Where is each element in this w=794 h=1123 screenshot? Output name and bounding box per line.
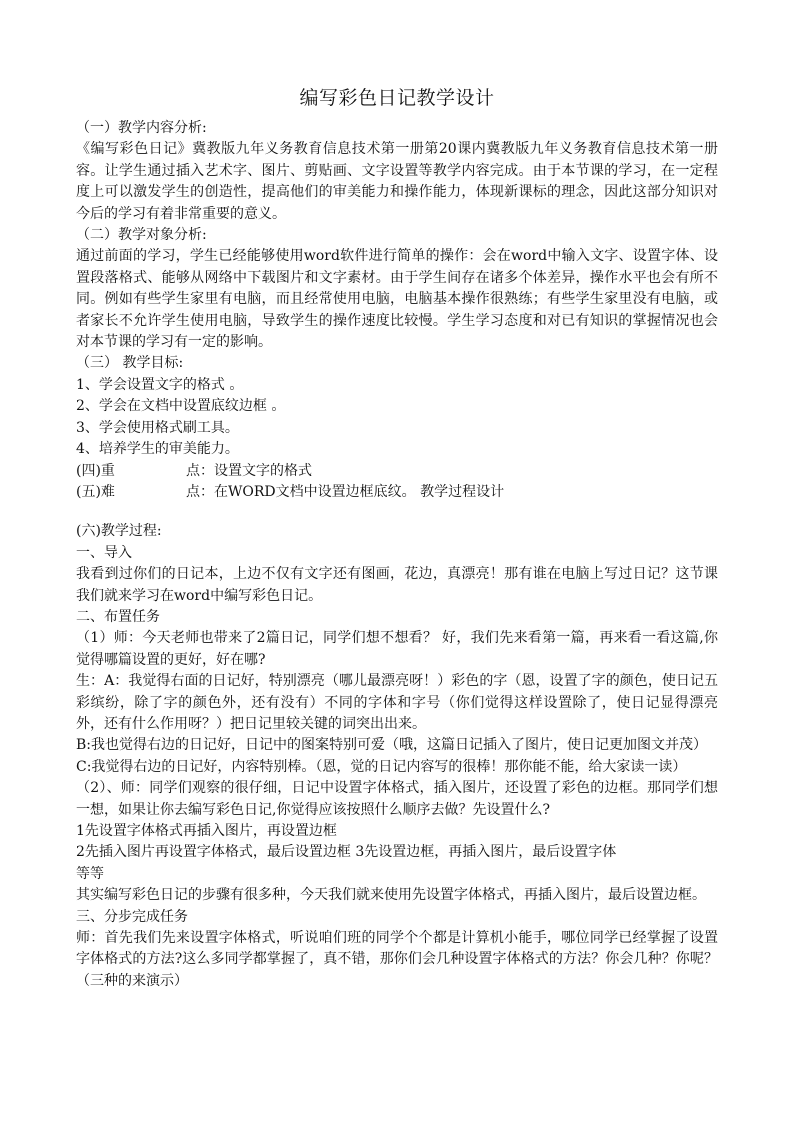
paragraph-font-format: 师：首先我们先来设置字体格式，听说咱们班的同学个个都是计算机小能手，哪位同学已经掌握了设置字体格式的方法?这么多同学都掌握了，真不错，那你们会几种设置字体格式的方法？你会几种？你呢？（三种的来演示）: [76, 930, 718, 989]
key-point-row: [76, 461, 718, 482]
paragraph-student-c: C:我觉得右边的日记好，内容特别棒。（恩，觉的日记内容写的很棒！那你能不能，给大家读一读）: [76, 758, 687, 775]
goal-item: 2、学会在文档中设置底纹边框 。: [76, 398, 286, 415]
key-point-label: (四)重: [76, 462, 115, 479]
step-heading-assign-task: 二、布置任务: [76, 608, 160, 625]
section-heading-student-analysis: （二）教学对象分析:: [76, 227, 207, 244]
option-2-3: 2先插入图片再设置字体格式，最后设置边框 3先设置边框，再插入图片，最后设置字体: [76, 844, 617, 861]
option-1: 1先设置字体格式再插入图片，再设置边框: [76, 823, 337, 839]
paragraph-student-b: B:我也觉得右边的日记好，日记中的图案特别可爱（哦，这篇日记插入了图片，使日记更加图文并茂）: [76, 737, 708, 754]
goal-item: 1、学会设置文字的格式 。: [76, 376, 244, 393]
paragraph-summary: 其实编写彩色日记的步骤有很多种，今天我们就来使用先设置字体格式，再插入图片，最后设置边框。: [76, 887, 706, 904]
section-heading-goals: （三） 教学目标:: [76, 355, 184, 372]
key-point-text: 点：设置文字的格式: [186, 462, 312, 479]
paragraph-content-analysis: 《编写彩色日记》冀教版九年义务教育信息技术第一册第20课内冀教版九年义务教育信息技术第一册容。让学生通过插入艺术字、图片、剪贴画、文字设置等教学内容完成。由于本节课的学习，在一定程度上可以激发学生的创造性，提高他们的审美能力和操作能力，体现新课标的理念，因此这部分知识对今后的学习有着非常重要的意义。: [76, 141, 718, 222]
document-page: [76, 84, 718, 992]
paragraph-teacher-1: （1）师：今天老师也带来了2篇日记，同学们想不想看？ 好，我们先来看第一篇，再来看一看这篇,你觉得哪篇设置的更好，好在哪?: [76, 630, 718, 668]
blank-line: [76, 503, 718, 521]
section-heading-content-analysis: （一）教学内容分析:: [76, 120, 207, 136]
difficult-point-label: (五)难: [76, 483, 115, 500]
paragraph-teacher-2: （2）、师：同学们观察的很仔细，日记中设置字体格式，插入图片，还设置了彩色的边框。那同学们想一想，如果让你去编写彩色日记,你觉得应该按照什么顺序去做？先设置什么?: [76, 780, 718, 818]
paragraph-intro: 我看到过你们的日记本，上边不仅有文字还有图画，花边，真漂亮！那有谁在电脑上写过日记？这节课我们就来学习在word中编写彩色日记。: [76, 566, 718, 604]
difficult-point-text: 点：在WORD文档中设置边框底纹。 教学过程设计: [186, 483, 505, 500]
option-more: 等等: [76, 865, 104, 882]
section-heading-process: (六)教学过程:: [76, 523, 162, 540]
paragraph-student-analysis: 通过前面的学习，学生已经能够使用word软件进行简单的操作：会在word中输入文字、设置字体、设置段落格式、能够从网络中下载图片和文字素材。由于学生间存在诸多个体差异，操作水平也会有所不同。例如有些学生家里有电脑，而且经常使用电脑，电脑基本操作很熟练；有些学生家里没有电脑，或者家长不允许学生使用电脑，导致学生的操作速度比较慢。学生学习态度和对已有知识的掌握情况也会对本节课的学习有一定的影响。: [76, 248, 718, 351]
goal-item: 3、学会使用格式刷工具。: [76, 419, 239, 436]
step-heading-intro: 一、导入: [76, 544, 132, 561]
goal-item: 4、培养学生的审美能力。: [76, 441, 239, 458]
step-heading-complete-task: 三、分步完成任务: [76, 908, 188, 925]
difficult-point-row: [76, 482, 718, 503]
paragraph-student-a: 生：A：我觉得右面的日记好，特别漂亮（哪儿最漂亮呀！）彩色的字（恩，设置了字的颜色，使日记五彩缤纷，除了字的颜色外，还有没有）不同的字体和字号（你们觉得这样设置除了，使日记显得漂亮外，还有什么作用呀？）把日记里较关键的词突出出来。: [76, 673, 718, 732]
document-title: 编写彩色日记教学设计: [299, 87, 495, 109]
